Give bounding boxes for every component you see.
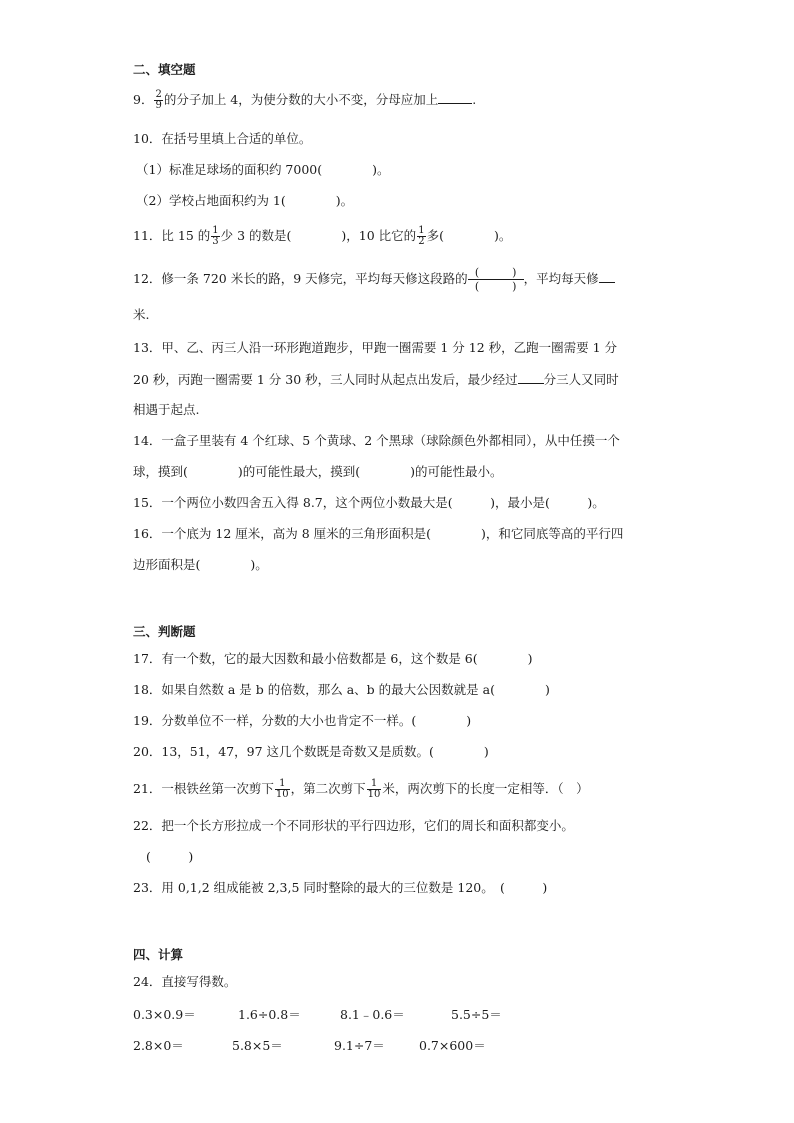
calc-item: 0.7×600＝: [419, 1038, 486, 1053]
section-fill-title: 二、填空题: [133, 62, 196, 77]
calc-item: 5.8×5＝: [232, 1038, 283, 1053]
question-16-line-2: 边形面积是( )。: [133, 557, 268, 572]
q9-number: 9．: [133, 92, 154, 107]
q12-blank-numerator: ( ): [468, 266, 524, 280]
q11-f1-numerator: 1: [212, 225, 219, 236]
q13-part-b: 分三人又同时: [543, 372, 619, 387]
calc-item: 8.1﹣0.6＝: [340, 1007, 405, 1022]
question-15: 15．一个两位小数四舍五入得 8.7，这个两位小数最大是( )，最小是( )。: [133, 495, 605, 510]
q9-end: .: [472, 92, 477, 107]
q11-f1-denominator: 3: [212, 236, 219, 247]
question-17: 17．有一个数，它的最大因数和最小倍数都是 6，这个数是 6( ): [133, 651, 533, 666]
q12-blank-fraction[interactable]: [468, 266, 524, 293]
q21-part-a: 21．一根铁丝第一次剪下: [133, 781, 274, 796]
q9-frac-denominator: 9: [155, 100, 162, 111]
question-13-line-3: 相遇于起点.: [133, 402, 200, 417]
question-16-line-1: 16．一个底为 12 厘米，高为 8 厘米的三角形面积是( )，和它同底等高的平行四: [133, 526, 624, 541]
q11-fraction-1: [211, 226, 219, 247]
question-22-line-1: 22．把一个长方形拉成一个不同形状的平行四边形，它们的周长和面积都变小。: [133, 818, 574, 833]
question-14-line-2: 球，摸到( )的可能性最大，摸到( )的可能性最小。: [133, 464, 503, 479]
question-12: [133, 266, 615, 293]
q21-part-b: ，第二次剪下: [290, 781, 366, 796]
q21-f2-numerator: 1: [367, 779, 382, 790]
question-23: 23．用 0,1,2 组成能被 2,3,5 同时整除的最大的三位数是 120。 ( ): [133, 880, 548, 895]
question-11: [133, 226, 511, 247]
q12-part-b: ，平均每天修: [523, 271, 599, 286]
q11-part-c: 多( )。: [426, 228, 512, 243]
question-20: 20．13，51，47，97 这几个数既是奇数又是质数。( ): [133, 744, 489, 759]
calc-item: 9.1÷7＝: [334, 1038, 385, 1053]
q21-f1-denominator: 10: [275, 789, 289, 800]
q21-part-c: 米，两次剪下的长度一定相等．（ ）: [382, 781, 589, 796]
question-10-2: （2）学校占地面积约为 1( )。: [136, 193, 354, 208]
q9-text: 的分子加上 4，为使分数的大小不变，分母应加上: [163, 92, 439, 107]
calc-item: 2.8×0＝: [133, 1038, 184, 1053]
section-calc-title: 四、计算: [133, 947, 184, 962]
question-13-line-1: 13．甲、乙、丙三人沿一环形跑道跑步，甲跑一圈需要 1 分 12 秒，乙跑一圈需要 1 分: [133, 340, 618, 355]
question-22-line-2: ( ): [146, 849, 194, 864]
q13-part-a: 20 秒，丙跑一圈需要 1 分 30 秒，三人同时从起点出发后，最少经过: [133, 372, 518, 387]
q9-fraction: [154, 90, 162, 111]
q21-f1-numerator: 1: [275, 779, 290, 790]
q21-f2-denominator: 10: [367, 789, 381, 800]
calc-item: 5.5÷5＝: [451, 1007, 502, 1022]
question-18: 18．如果自然数 a 是 b 的倍数，那么 a、b 的最大公因数就是 a( ): [133, 682, 550, 697]
calc-item: 1.6÷0.8＝: [238, 1007, 301, 1022]
question-10-1: （1）标准足球场的面积约 7000( )。: [136, 162, 390, 177]
q9-answer-blank[interactable]: [438, 91, 472, 104]
section-judge-title: 三、判断题: [133, 624, 196, 639]
q11-part-a: 11．比 15 的: [133, 228, 211, 243]
q13-answer-blank[interactable]: [518, 371, 544, 384]
question-13-line-2: [133, 371, 619, 388]
question-12-cont: 米.: [133, 307, 150, 322]
question-14-line-1: 14．一盒子里装有 4 个红球、5 个黄球、2 个黑球（球除颜色外都相同），从中任摸一个: [133, 433, 620, 448]
question-24: 24．直接写得数。: [133, 974, 237, 989]
q12-blank-denominator: ( ): [474, 280, 517, 293]
q12-answer-blank[interactable]: [599, 270, 615, 283]
calc-item: 0.3×0.9＝: [133, 1007, 196, 1022]
question-21: [133, 779, 589, 800]
question-9: [133, 90, 476, 111]
q11-part-b: 少 3 的数是( )，10 比它的: [220, 228, 417, 243]
q11-f2-denominator: 2: [418, 236, 425, 247]
q11-f2-numerator: 1: [418, 225, 425, 236]
question-19: 19．分数单位不一样，分数的大小也肯定不一样。( ): [133, 713, 472, 728]
question-10: 10．在括号里填上合适的单位。: [133, 131, 312, 146]
q21-fraction-1: [275, 779, 290, 800]
q9-frac-numerator: 2: [155, 89, 162, 100]
q11-fraction-2: [417, 226, 425, 247]
q21-fraction-2: [367, 779, 382, 800]
q12-part-a: 12．修一条 720 米长的路，9 天修完，平均每天修这段路的: [133, 271, 468, 286]
